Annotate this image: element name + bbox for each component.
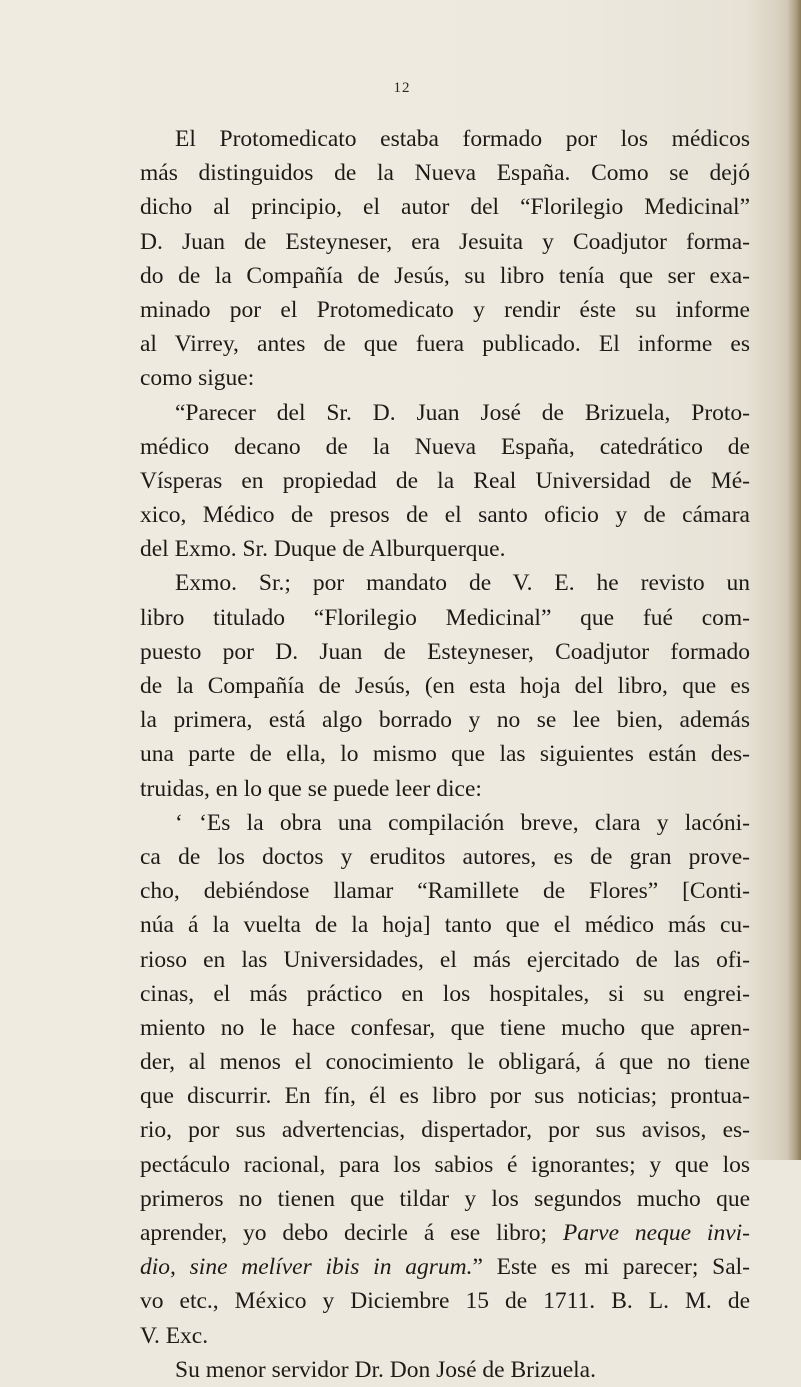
text-line: ‘ ‘Es la obra una compilación breve, clara y lacóni- bbox=[175, 809, 750, 836]
text-line: cinas, el más práctico en los hospitales, si su engrei- bbox=[140, 980, 750, 1007]
text-line: núa á la vuelta de la hoja] tanto que el médico más cu- bbox=[140, 912, 750, 939]
text-line: la primera, está algo borrado y no se lee bien, además bbox=[140, 707, 750, 734]
text-line: minado por el Protomedicato y rendir éste su informe bbox=[140, 296, 750, 323]
text-line: primeros no tienen que tildar y los segundos mucho que bbox=[140, 1185, 750, 1212]
text-line: que discurrir. En fín, él es libro por sus noticias; prontua- bbox=[140, 1083, 750, 1110]
text-line: ca de los doctos y eruditos autores, es de gran prove- bbox=[140, 843, 750, 870]
text-line: dicho al principio, el autor del “Florilegio Medicinal” bbox=[140, 194, 750, 221]
text-line-33 bbox=[140, 1216, 750, 1250]
text-line: El Protomedicato estaba formado por los médicos bbox=[175, 126, 750, 152]
text-line: do de la Compañía de Jesús, su libro tenía que ser exa- bbox=[140, 262, 750, 289]
text-line-34 bbox=[140, 1250, 750, 1284]
text-line-36: V. Exc. bbox=[140, 1322, 209, 1349]
text-line: libro titulado “Florilegio Medicinal” que fué com- bbox=[140, 604, 750, 631]
text-line: médico decano de la Nueva España, catedrático de bbox=[140, 433, 750, 460]
text-line: una parte de ella, lo mismo que las siguientes están des- bbox=[140, 741, 750, 768]
text-line: puesto por D. Juan de Esteyneser, Coadjutor formado bbox=[140, 638, 750, 665]
text-line: Exmo. Sr.; por mandato de V. E. he revisto un bbox=[175, 570, 750, 597]
text-line: xico, Médico de presos de el santo oficio y de cámara bbox=[140, 502, 750, 529]
text-line: pectáculo racional, para los sabios é ignorantes; y que los bbox=[140, 1151, 750, 1178]
text-segment: aprender, yo debo decirle á ese libro; bbox=[140, 1220, 563, 1246]
page-number: 12 bbox=[393, 80, 411, 96]
text-line: al Virrey, antes de que fuera publicado. El informe es bbox=[140, 331, 750, 358]
text-line: D. Juan de Esteyneser, era Jesuita y Coadjutor forma- bbox=[140, 228, 750, 255]
text-line: cho, debiéndose llamar “Ramillete de Flores” [Conti- bbox=[140, 878, 750, 905]
text-line: rio, por sus advertencias, dispertador, por sus avisos, es- bbox=[140, 1117, 750, 1144]
text-segment: ” Este es mi parecer; Sal- bbox=[472, 1254, 751, 1281]
text-line: rioso en las Universidades, el más ejercitado de las ofi- bbox=[140, 946, 750, 973]
text-line: Vísperas en propiedad de la Real Universidad de Mé- bbox=[140, 467, 750, 494]
text-line: como sigue: bbox=[140, 365, 255, 392]
text-line: der, al menos el conocimiento le obligará, á que no tiene bbox=[140, 1049, 750, 1076]
text-line: “Parecer del Sr. D. Juan José de Brizuela, Proto- bbox=[175, 399, 750, 426]
page-edge-shadow bbox=[787, 0, 801, 1160]
text-line-35: vo etc., México y Diciembre 15 de 1711. B. L. M. de bbox=[140, 1288, 750, 1315]
text-lines bbox=[140, 122, 750, 1216]
text-line: truidas, en lo que se puede leer dice: bbox=[140, 775, 482, 802]
text-line: de la Compañía de Jesús, (en esta hoja del libro, que es bbox=[140, 673, 750, 699]
latin-quote: dio, sine melíver ibis in agrum. bbox=[140, 1254, 473, 1281]
text-line: del Exmo. Sr. Duque de Alburquerque. bbox=[140, 536, 506, 563]
text-line: más distinguidos de la Nueva España. Como se dejó bbox=[140, 160, 750, 187]
text-line: miento no le hace confesar, que tiene mucho que apren- bbox=[140, 1014, 750, 1041]
signature-line: Su menor servidor Dr. Don José de Brizuela. bbox=[175, 1356, 596, 1383]
body-text bbox=[140, 122, 750, 1387]
latin-quote: Parve neque invi- bbox=[562, 1220, 750, 1246]
